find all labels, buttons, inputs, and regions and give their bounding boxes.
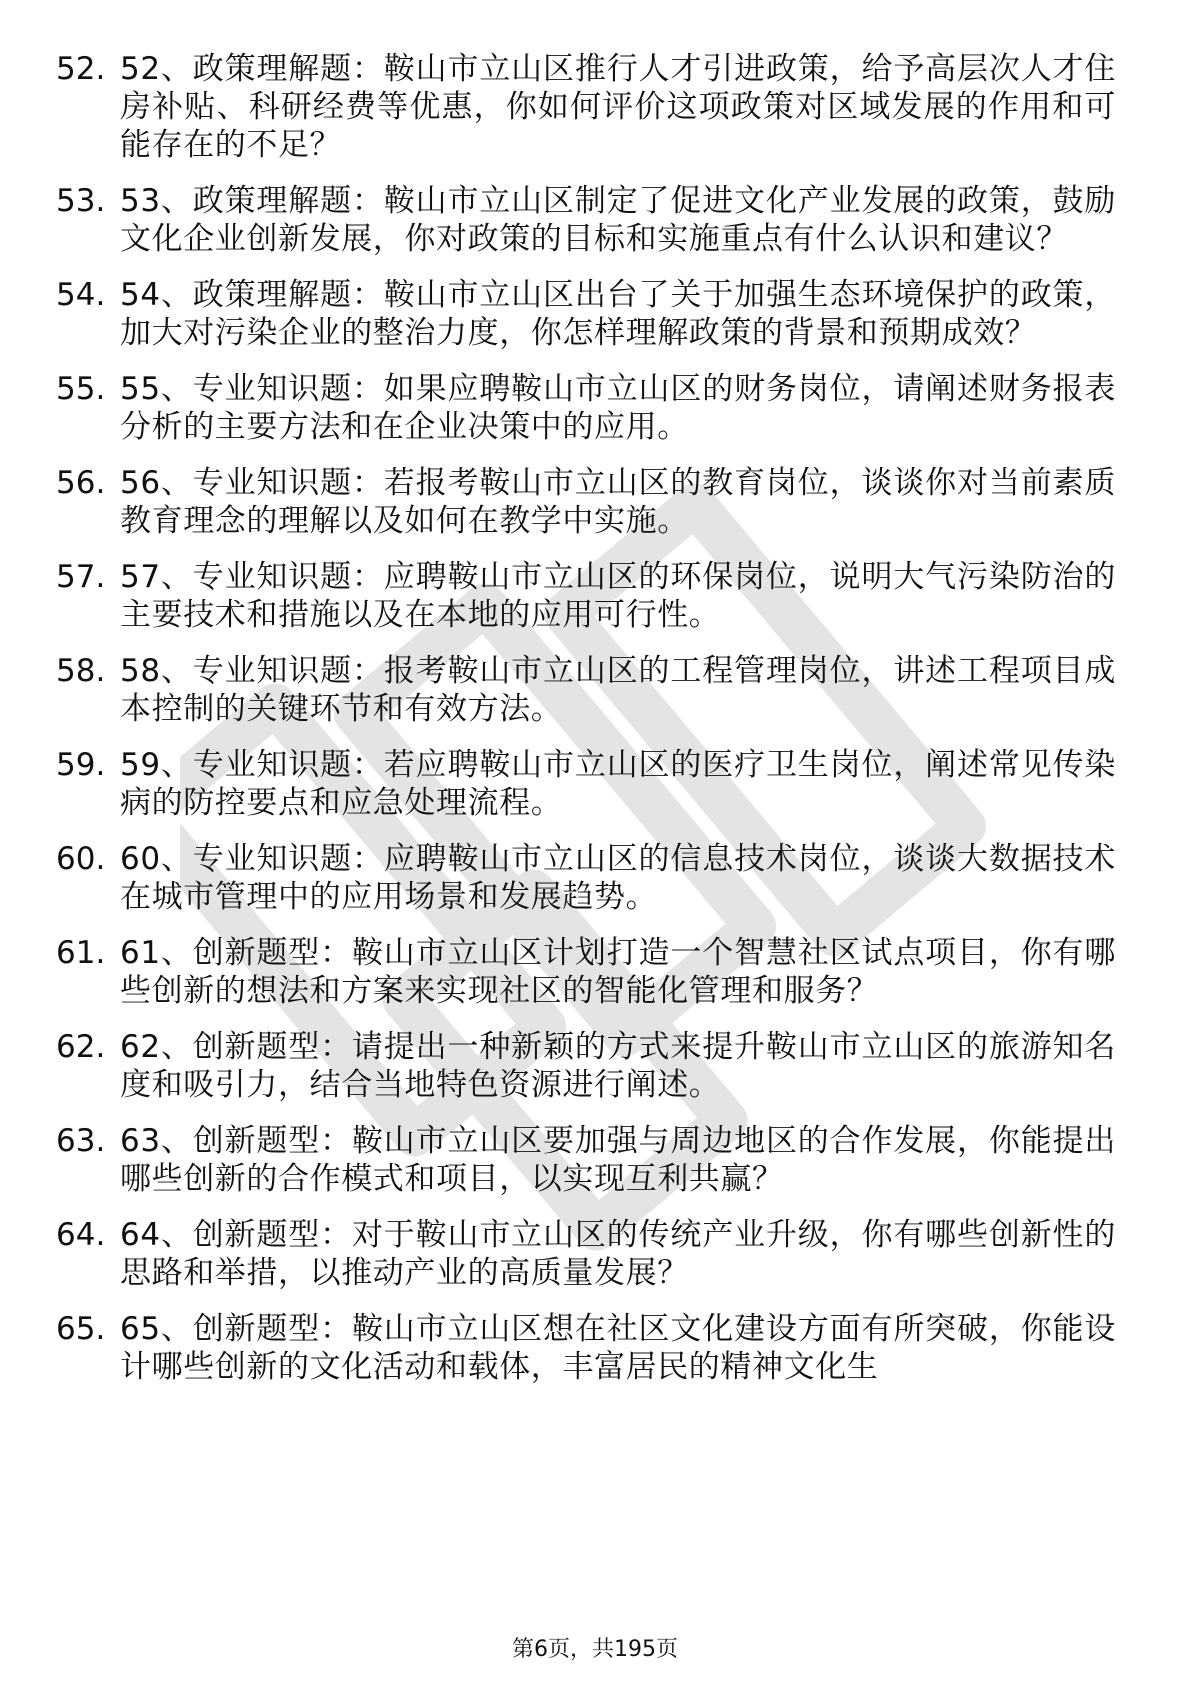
question-item-62 [56, 1028, 1116, 1104]
question-number: 61. [56, 935, 106, 971]
question-text: 52、政策理解题：鞍山市立山区推行人才引进政策，给予高层次人才住房补贴、科研经费等优惠，你如何评价这项政策对区域发展的作用和可能存在的不足？ [120, 51, 1116, 163]
question-text: 62、创新题型：请提出一种新颖的方式来提升鞍山市立山区的旅游知名度和吸引力，结合当地特色资源进行阐述。 [120, 1029, 1116, 1103]
question-item-54 [56, 276, 1116, 352]
page-footer [0, 1636, 1190, 1664]
question-text: 64、创新题型：对于鞍山市立山区的传统产业升级，你有哪些创新性的思路和举措，以推动产业的高质量发展？ [120, 1217, 1116, 1291]
question-number: 54. [56, 277, 106, 313]
question-number: 64. [56, 1217, 106, 1253]
question-number: 63. [56, 1123, 106, 1159]
question-number: 65. [56, 1311, 106, 1347]
question-text: 65、创新题型：鞍山市立山区想在社区文化建设方面有所突破，你能设计哪些创新的文化活动和载体，丰富居民的精神文化生 [120, 1311, 1116, 1385]
question-item-61 [56, 934, 1116, 1010]
question-number: 53. [56, 183, 106, 219]
question-item-52 [56, 50, 1116, 164]
question-number: 58. [56, 653, 106, 689]
question-item-57 [56, 558, 1116, 634]
question-list [56, 50, 1116, 1404]
question-number: 56. [56, 465, 106, 501]
question-item-59 [56, 746, 1116, 822]
question-item-64 [56, 1216, 1116, 1292]
question-text: 54、政策理解题：鞍山市立山区出台了关于加强生态环境保护的政策，加大对污染企业的整治力度，你怎样理解政策的背景和预期成效？ [120, 277, 1116, 351]
question-text: 61、创新题型：鞍山市立山区计划打造一个智慧社区试点项目，你有哪些创新的想法和方案来实现社区的智能化管理和服务？ [120, 935, 1116, 1009]
question-item-60 [56, 840, 1116, 916]
question-text: 59、专业知识题：若应聘鞍山市立山区的医疗卫生岗位，阐述常见传染病的防控要点和应急处理流程。 [120, 747, 1116, 821]
question-item-56 [56, 464, 1116, 540]
question-item-63 [56, 1122, 1116, 1198]
page-number-label: 第6页，共195页 [512, 1637, 678, 1662]
question-text: 63、创新题型：鞍山市立山区要加强与周边地区的合作发展，你能提出哪些创新的合作模式和项目，以实现互利共赢？ [120, 1123, 1116, 1197]
question-item-53 [56, 182, 1116, 258]
question-number: 59. [56, 747, 106, 783]
question-number: 62. [56, 1029, 106, 1065]
question-text: 56、专业知识题：若报考鞍山市立山区的教育岗位，谈谈你对当前素质教育理念的理解以及如何在教学中实施。 [120, 465, 1116, 539]
question-number: 52. [56, 51, 106, 87]
question-text: 55、专业知识题：如果应聘鞍山市立山区的财务岗位，请阐述财务报表分析的主要方法和在企业决策中的应用。 [120, 371, 1116, 445]
question-item-58 [56, 652, 1116, 728]
question-text: 58、专业知识题：报考鞍山市立山区的工程管理岗位，讲述工程项目成本控制的关键环节和有效方法。 [120, 653, 1116, 727]
question-item-65 [56, 1310, 1116, 1386]
question-number: 60. [56, 841, 106, 877]
question-number: 57. [56, 559, 106, 595]
question-number: 55. [56, 371, 106, 407]
question-text: 60、专业知识题：应聘鞍山市立山区的信息技术岗位，谈谈大数据技术在城市管理中的应用场景和发展趋势。 [120, 841, 1116, 915]
question-text: 57、专业知识题：应聘鞍山市立山区的环保岗位，说明大气污染防治的主要技术和措施以及在本地的应用可行性。 [120, 559, 1116, 633]
question-item-55 [56, 370, 1116, 446]
question-text: 53、政策理解题：鞍山市立山区制定了促进文化产业发展的政策，鼓励文化企业创新发展，你对政策的目标和实施重点有什么认识和建议？ [120, 183, 1116, 257]
